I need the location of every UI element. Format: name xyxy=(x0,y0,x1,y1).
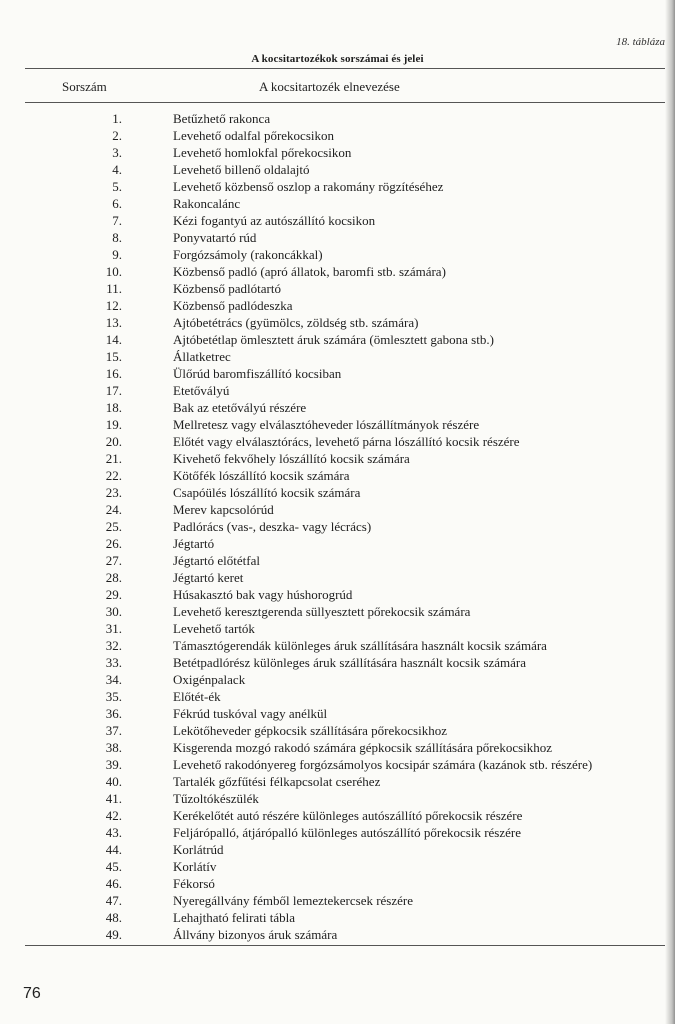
row-name: Feljárópalló, átjárópalló különleges autószállító pőrekocsik részére xyxy=(173,825,521,840)
table-row xyxy=(0,637,675,654)
table-row xyxy=(0,467,675,484)
row-name: Nyeregállvány fémből lemeztekercsek részére xyxy=(173,893,414,908)
table-row xyxy=(0,535,675,552)
table-row xyxy=(0,705,675,722)
row-number: 18. xyxy=(105,400,122,415)
table-row xyxy=(0,484,675,501)
row-number: 48. xyxy=(105,910,122,925)
row-name: Lehajtható felirati tábla xyxy=(173,910,295,925)
row-name: Bak az etetővályú részére xyxy=(173,400,307,415)
row-number: 39. xyxy=(105,757,122,772)
row-number: 32. xyxy=(105,638,122,653)
row-name: Húsakasztó bak vagy húshorogrúd xyxy=(173,587,353,602)
table-row xyxy=(0,722,675,739)
row-number: 1. xyxy=(112,111,122,126)
row-name: Ülőrúd baromfiszállító kocsiban xyxy=(173,366,342,381)
table-row xyxy=(0,263,675,280)
row-name: Ponyvatartó rúd xyxy=(173,230,257,245)
row-number: 36. xyxy=(105,706,122,721)
row-number: 15. xyxy=(105,349,122,364)
row-name: Csapóülés lószállító kocsik számára xyxy=(173,485,361,500)
row-number: 25. xyxy=(105,519,122,534)
row-number: 30. xyxy=(105,604,122,619)
row-number: 43. xyxy=(105,825,122,840)
row-number: 9. xyxy=(112,247,122,262)
table-row xyxy=(0,280,675,297)
row-name: Közbenső padló (apró állatok, baromfi stb. számára) xyxy=(173,264,446,279)
row-number: 35. xyxy=(105,689,122,704)
row-number: 47. xyxy=(105,893,122,908)
row-name: Levehető tartók xyxy=(173,621,255,636)
row-name: Ajtóbetétrács (gyümölcs, zöldség stb. számára) xyxy=(173,315,419,330)
table-body xyxy=(0,110,675,943)
page-number: 76 xyxy=(23,985,41,1002)
row-name: Mellretesz vagy elválasztóheveder lószállítmányok részére xyxy=(173,417,480,432)
row-name: Betétpadlórész különleges áruk szállítására használt kocsik számára xyxy=(173,655,527,670)
table-row xyxy=(0,229,675,246)
row-name: Kisgerenda mozgó rakodó számára gépkocsik szállítására pőrekocsikhoz xyxy=(173,740,553,755)
table-row xyxy=(0,314,675,331)
row-name: Fékorsó xyxy=(173,876,215,891)
row-name: Korlátrúd xyxy=(173,842,224,857)
table-row xyxy=(0,620,675,637)
row-number: 6. xyxy=(112,196,122,211)
row-number: 31. xyxy=(105,621,122,636)
row-number: 41. xyxy=(105,791,122,806)
table-row xyxy=(0,773,675,790)
row-number: 46. xyxy=(105,876,122,891)
row-number: 23. xyxy=(105,485,122,500)
table-row xyxy=(0,790,675,807)
row-number: 37. xyxy=(105,723,122,738)
row-number: 40. xyxy=(105,774,122,789)
row-number: 21. xyxy=(105,451,122,466)
row-number: 5. xyxy=(112,179,122,194)
row-name: Kézi fogantyú az autószállító kocsikon xyxy=(173,213,376,228)
bottom-rule xyxy=(25,945,665,946)
table-row xyxy=(0,365,675,382)
table-row xyxy=(0,178,675,195)
table-row xyxy=(0,688,675,705)
table-row xyxy=(0,654,675,671)
column-header-number: Sorszám xyxy=(62,79,107,94)
header-rule xyxy=(25,102,665,103)
row-number: 45. xyxy=(105,859,122,874)
row-name: Közbenső padlódeszka xyxy=(173,298,293,313)
row-name: Kivehető fekvőhely lószállító kocsik számára xyxy=(173,451,410,466)
table-row xyxy=(0,909,675,926)
row-name: Etetővályú xyxy=(173,383,230,398)
row-name: Lekötőheveder gépkocsik szállítására pőrekocsikhoz xyxy=(173,723,447,738)
row-number: 27. xyxy=(105,553,122,568)
row-number: 44. xyxy=(105,842,122,857)
table-row xyxy=(0,382,675,399)
plate-label: 18. tábláza xyxy=(616,36,665,48)
row-name: Kerékelőtét autó részére különleges autószállító pőrekocsik részére xyxy=(173,808,523,823)
row-number: 4. xyxy=(112,162,122,177)
table-row xyxy=(0,603,675,620)
row-number: 13. xyxy=(105,315,122,330)
row-name: Levehető odalfal pőrekocsikon xyxy=(173,128,334,143)
row-name: Állvány bizonyos áruk számára xyxy=(173,927,338,942)
table-row xyxy=(0,739,675,756)
row-name: Levehető homlokfal pőrekocsikon xyxy=(173,145,352,160)
table-row xyxy=(0,892,675,909)
row-name: Padlórács (vas-, deszka- vagy lécrács) xyxy=(173,519,372,534)
row-name: Állatketrec xyxy=(173,349,231,364)
row-name: Fékrúd tuskóval vagy anélkül xyxy=(173,706,328,721)
row-name: Tartalék gőzfűtési félkapcsolat cseréhez xyxy=(173,774,381,789)
table-row xyxy=(0,756,675,773)
row-name: Jégtartó xyxy=(173,536,215,551)
table-row xyxy=(0,195,675,212)
table-row xyxy=(0,841,675,858)
row-name: Forgózsámoly (rakoncákkal) xyxy=(173,247,323,262)
table-row xyxy=(0,110,675,127)
table-row xyxy=(0,212,675,229)
table-row xyxy=(0,127,675,144)
row-name: Merev kapcsolórúd xyxy=(173,502,274,517)
row-number: 10. xyxy=(105,264,122,279)
row-name: Előtét vagy elválasztórács, levehető párna lószállító kocsik részére xyxy=(173,434,520,449)
row-number: 24. xyxy=(105,502,122,517)
table-row xyxy=(0,331,675,348)
table-row xyxy=(0,824,675,841)
row-number: 14. xyxy=(105,332,122,347)
row-name: Betűzhető rakonca xyxy=(173,111,271,126)
row-name: Közbenső padlótartó xyxy=(173,281,281,296)
table-row xyxy=(0,399,675,416)
row-number: 42. xyxy=(105,808,122,823)
table-row xyxy=(0,501,675,518)
row-name: Ajtóbetétlap ömlesztett áruk számára (ömlesztett gabona stb.) xyxy=(173,332,494,347)
table-row xyxy=(0,569,675,586)
row-name: Előtét-ék xyxy=(173,689,221,704)
row-name: Rakoncalánc xyxy=(173,196,241,211)
row-number: 29. xyxy=(105,587,122,602)
row-number: 12. xyxy=(105,298,122,313)
row-number: 3. xyxy=(112,145,122,160)
column-header-name: A kocsitartozék elnevezése xyxy=(259,79,400,94)
table-row xyxy=(0,144,675,161)
row-number: 34. xyxy=(105,672,122,687)
row-name: Levehető keresztgerenda süllyesztett pőrekocsik számára xyxy=(173,604,471,619)
table-row xyxy=(0,671,675,688)
row-name: Kötőfék lószállító kocsik számára xyxy=(173,468,350,483)
row-number: 2. xyxy=(112,128,122,143)
table-row xyxy=(0,416,675,433)
table-row xyxy=(0,518,675,535)
row-number: 17. xyxy=(105,383,122,398)
row-number: 28. xyxy=(105,570,122,585)
table-row xyxy=(0,450,675,467)
table-row xyxy=(0,586,675,603)
row-number: 20. xyxy=(105,434,122,449)
table-row xyxy=(0,875,675,892)
row-number: 26. xyxy=(105,536,122,551)
table-title: A kocsitartozékok sorszámai és jelei xyxy=(251,53,424,65)
table-row xyxy=(0,858,675,875)
row-name: Levehető rakodónyereg forgózsámolyos kocsipár számára (kazánok stb. részére) xyxy=(173,757,593,772)
row-number: 33. xyxy=(105,655,122,670)
table-row xyxy=(0,161,675,178)
row-name: Oxigénpalack xyxy=(173,672,246,687)
row-number: 7. xyxy=(112,213,122,228)
row-name: Támasztógerendák különleges áruk szállítására használt kocsik számára xyxy=(173,638,547,653)
row-name: Korlátív xyxy=(173,859,217,874)
row-name: Jégtartó előtétfal xyxy=(173,553,260,568)
row-name: Levehető közbenső oszlop a rakomány rögzítéséhez xyxy=(173,179,444,194)
row-name: Jégtartó keret xyxy=(173,570,244,585)
row-number: 11. xyxy=(106,281,122,296)
row-number: 38. xyxy=(105,740,122,755)
row-number: 22. xyxy=(105,468,122,483)
row-name: Levehető billenő oldalajtó xyxy=(173,162,310,177)
row-number: 16. xyxy=(105,366,122,381)
table-row xyxy=(0,433,675,450)
table-row xyxy=(0,552,675,569)
table-row xyxy=(0,807,675,824)
table-row xyxy=(0,348,675,365)
row-name: Tűzoltókészülék xyxy=(173,791,259,806)
top-rule xyxy=(25,68,665,69)
row-number: 8. xyxy=(112,230,122,245)
row-number: 49. xyxy=(105,927,122,942)
table-row xyxy=(0,926,675,943)
row-number: 19. xyxy=(105,417,122,432)
table-row xyxy=(0,297,675,314)
table-row xyxy=(0,246,675,263)
